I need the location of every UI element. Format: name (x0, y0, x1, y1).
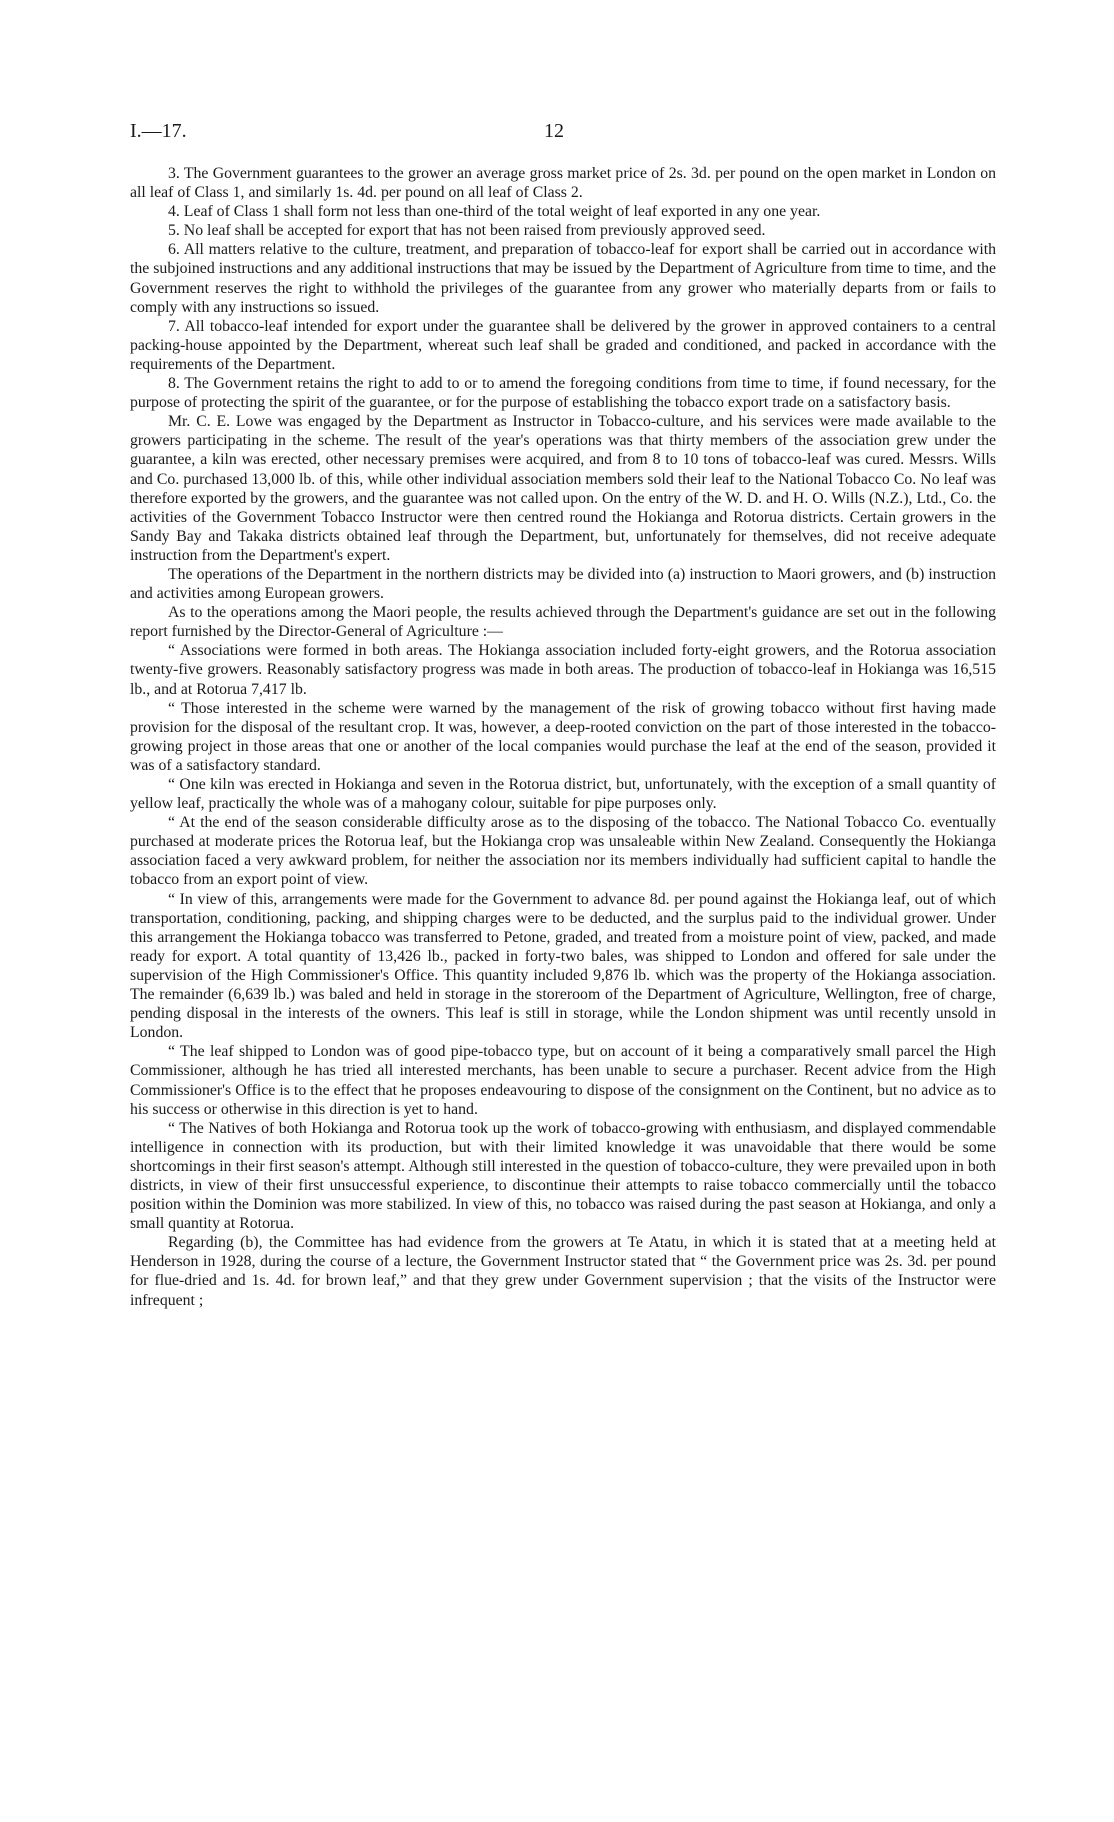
paragraph: “ At the end of the season considerable difficulty arose as to the disposing of the tobacco. The National Tobacco Co. eventually purchased at moderate prices the Rotorua leaf, but the Hokianga crop was unsaleable within New Zealand. Consequently the Hokianga association faced a very awkward problem, for neither the association nor its members individually had sufficient capital to handle the tobacco from an export point of view. (130, 814, 996, 889)
paragraph: 3. The Government guarantees to the grower an average gross market price of 2s. 3d. per pound on the open market in London on all leaf of Class 1, and similarly 1s. 4d. per pound on all leaf of Class 2. (130, 165, 996, 202)
page-number: 12 (544, 120, 564, 142)
paragraph: 7. All tobacco-leaf intended for export under the guarantee shall be delivered by the grower in approved containers to a central packing-house appointed by the Department, whereat such leaf shall be graded and conditioned, and packed in accordance with the requirements of the Department. (130, 317, 996, 373)
paragraph: 5. No leaf shall be accepted for export that has not been raised from previously approved seed. (168, 222, 766, 240)
document-reference: I.—17. (130, 120, 187, 142)
paragraph: “ Associations were formed in both areas. The Hokianga association included forty-eight growers, and the Rotorua association twenty-five growers. Reasonably satisfactory progress was made in both areas. The production of tobacco-leaf in Hokianga was 16,515 lb., and at Rotorua 7,417 lb. (130, 642, 996, 698)
paragraph: “ In view of this, arrangements were made for the Government to advance 8d. per pound against the Hokianga leaf, out of which transportation, conditioning, packing, and shipping charges were to be deducted, and the surplus paid to the individual grower. Under this arrangement the Hokianga tobacco was transferred to Petone, graded, and treated from a moisture point of view, packed, and made ready for export. A total quantity of 13,426 lb., packed in forty-two bales, was shipped to London and offered for sale under the supervision of the High Commissioner's Office. This quantity included 9,876 lb. which was the property of the Hokianga association. The remainder (6,639 lb.) was baled and held in storage in the storeroom of the Department of Agriculture, Wellington, free of charge, pending disposal in the interests of the owners. This leaf is still in storage, while the London shipment was until recently unsold in London. (130, 890, 996, 1042)
paragraph: “ The Natives of both Hokianga and Rotorua took up the work of tobacco-growing with enthusiasm, and displayed commendable intelligence in connection with its production, but with their limited knowledge it was unavoidable that there would be some shortcomings in their first season's attempt. Although still interested in the question of tobacco-culture, they were prevailed upon in both districts, in view of their first unsuccessful experience, to discontinue their attempts to raise tobacco commercially until the tobacco position within the Dominion was more stabilized. In view of this, no tobacco was raised during the past season at Hokianga, and only a small quantity at Rotorua. (130, 1119, 996, 1233)
page-header (130, 122, 996, 150)
paragraph: Mr. C. E. Lowe was engaged by the Department as Instructor in Tobacco-culture, and his services were made available to the growers participating in the scheme. The result of the year's operations was that thirty members of the association grew under the guarantee, a kiln was erected, other necessary premises were acquired, and from 8 to 10 tons of tobacco-leaf was cured. Messrs. Wills and Co. purchased 13,000 lb. of this, while other individual association members sold their leaf to the National Tobacco Co. No leaf was therefore exported by the growers, and the guarantee was not called upon. On the entry of the W. D. and H. O. Wills (N.Z.), Ltd., Co. the activities of the Government Tobacco Instructor were then centred round the Hokianga and Rotorua districts. Certain growers in the Sandy Bay and Takaka districts obtained leaf through the Department, but, unfortunately for themselves, did not receive adequate instruction from the Department's expert. (130, 413, 996, 564)
paragraph: “ Those interested in the scheme were warned by the management of the risk of growing tobacco without first having made provision for the disposal of the resultant crop. It was, however, a deep-rooted conviction on the part of those interested in the tobacco-growing project in those areas that one or another of the local companies would purchase the leaf at the end of the season, provided it was of a satisfactory standard. (130, 699, 996, 774)
body-text (130, 164, 996, 1310)
paragraph: 4. Leaf of Class 1 shall form not less than one-third of the total weight of leaf exported in any one year. (168, 203, 821, 221)
paragraph: “ One kiln was erected in Hokianga and seven in the Rotorua district, but, unfortunately, with the exception of a small quantity of yellow leaf, practically the whole was of a mahogany colour, suitable for pipe purposes only. (130, 776, 996, 813)
paragraph: 6. All matters relative to the culture, treatment, and preparation of tobacco-leaf for export shall be carried out in accordance with the subjoined instructions and any additional instructions that may be issued by the Department of Agriculture from time to time, and the Government reserves the right to withhold the privileges of the guarantee from any grower who materially departs from or fails to comply with any instructions so issued. (130, 241, 996, 316)
paragraph: The operations of the Department in the northern districts may be divided into (a) instruction to Maori growers, and (b) instruction and activities among European growers. (130, 565, 996, 603)
paragraph: As to the operations among the Maori people, the results achieved through the Department's guidance are set out in the following report furnished by the Director-General of Agriculture :— (130, 604, 996, 641)
paragraph: 8. The Government retains the right to add to or to amend the foregoing conditions from time to time, if found necessary, for the purpose of protecting the spirit of the guarantee, or for the purpose of establishing the tobacco export trade on a satisfactory basis. (130, 375, 996, 412)
paragraph: Regarding (b), the Committee has had evidence from the growers at Te Atatu, in which it is stated that at a meeting held at Henderson in 1928, during the course of a lecture, the Government Instructor stated that “ the Government price was 2s. 3d. per pound for flue-dried and 1s. 4d. for brown leaf,” and that they grew under Government supervision ; that the visits of the Instructor were infrequent ; (130, 1234, 996, 1309)
paragraph: “ The leaf shipped to London was of good pipe-tobacco type, but on account of it being a comparatively small parcel the High Commissioner, although he has tried all interested merchants, has been unable to secure a purchaser. Recent advice from the High Commissioner's Office is to the effect that he proposes endeavouring to dispose of the consignment on the Continent, but no advice as to his success or otherwise in this direction is yet to hand. (130, 1043, 996, 1118)
